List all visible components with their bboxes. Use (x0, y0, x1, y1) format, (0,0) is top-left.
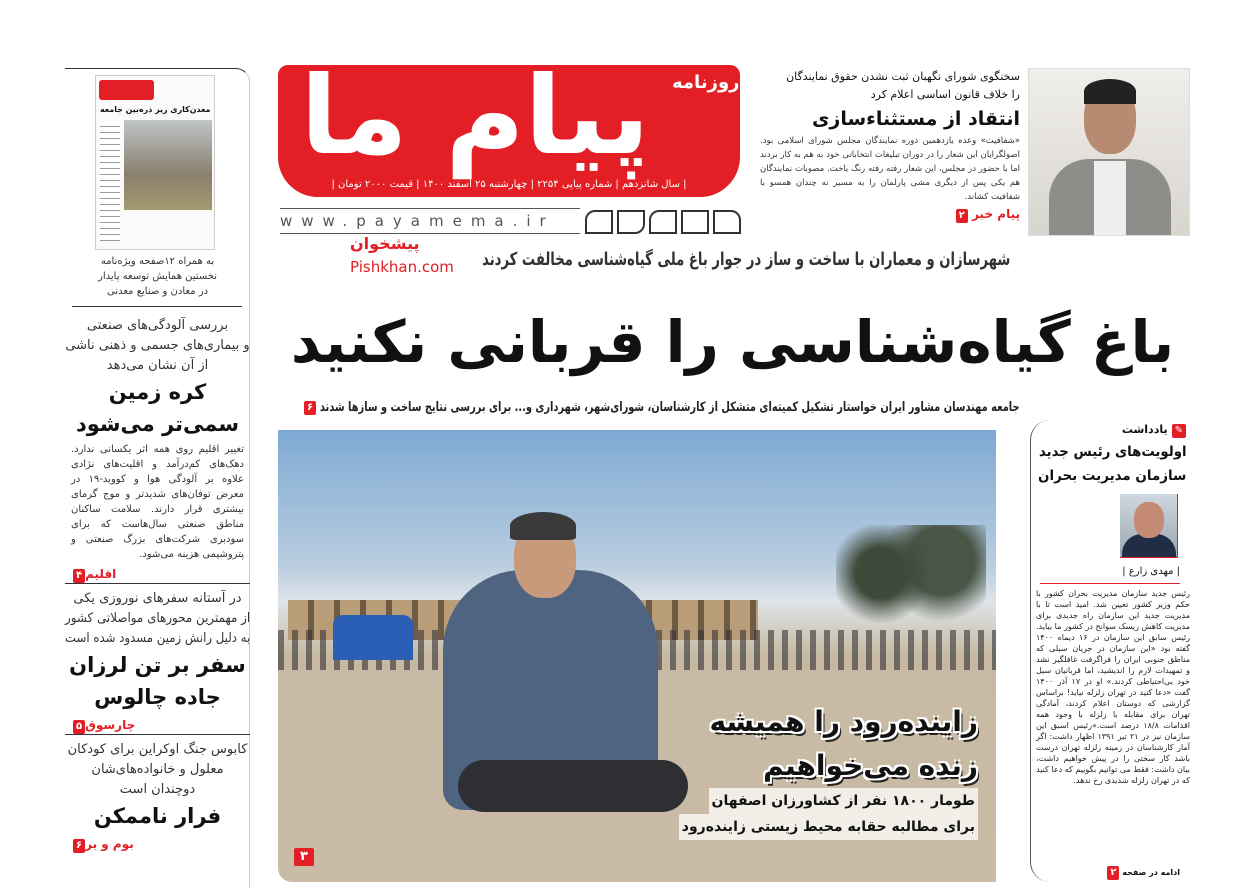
opinion-author: | مهدی زارع | (1040, 564, 1180, 584)
section-label-boomobar[interactable] (65, 835, 250, 853)
kicker-line: از مهمترین محورهای مواصلاتی کشور (64, 611, 250, 626)
left-article-3-kicker (65, 740, 250, 800)
opinion-body: رئیس جدید سازمان مدیریت بحران کشور با حکم وزیر کشور تعیین شد. امید است تا با مدیریت جدید این سازمان راه جدیدی برای مدیریت کاهش ریسک سوانح در کشور ما بیاید. رئیس سابق این سازمان در ۱۶ دیماه ۱۴۰۰ گفته بود «این سازمان در جریان سیلی که مناطق جنوبی ایران را فراگرفت غافلگیر نشد و تمهیدات لازم را اندیشید، اما قربانیان سیل خود بی‌احتیاطی کردند.» او در ۱۷ آذر ۱۴۰۰ گفت «دعا کنید در تهران زلزله نیاید! براساس گزارشی که دوستان اعلام کردند، آمادگی تهران برای مقابله با زلزله با وجود همه اقدامات ۱۸/۸ درصد است.»رئیس اسبق این سازمان نیز در ۲۱ تیر ۱۳۹۱ اظهار داشت: اگر آمار کارشناسان در زمینه زلزله تهران درست باشد کار سختی را در پیش خواهیم داشت، بیان داشت: فقط می توانیم بگوییم که دعا کنید که در تهران زلزله شدیدی رخ ندهد. (1036, 589, 1191, 785)
spokesman-photo (1028, 68, 1190, 236)
photo-headline-line: زاینده‌رود را همیشه (709, 705, 978, 738)
thumb-image (124, 120, 212, 210)
opinion-label (1100, 422, 1186, 438)
thumb-masthead (99, 80, 154, 100)
page-badge: ۶ (73, 839, 85, 853)
divider (72, 306, 242, 307)
website-link[interactable]: www.payamema.ir (280, 208, 580, 234)
caption-line: به همراه ۱۲صفحه ویژه‌نامه (100, 256, 215, 267)
headline-line: کره زمین (108, 380, 207, 404)
top-article[interactable] (760, 68, 1020, 223)
photo-shirt (1094, 161, 1126, 236)
section-name: چارسوق (85, 718, 136, 732)
supplement-caption (65, 254, 250, 299)
logo-box (649, 210, 677, 234)
caption-line: نخستین همایش توسعه پایدار (98, 271, 217, 282)
opinion-label-text: یادداشت (1121, 423, 1168, 436)
section-label-eqlim[interactable] (65, 565, 250, 584)
photo-hair (1084, 79, 1136, 104)
photo-man-legs (458, 760, 688, 812)
top-article-headline: انتقاد از مستثناءسازی (811, 108, 1020, 130)
section-label-charsough[interactable] (65, 716, 250, 735)
thumb-title: معدن‌کاری زیر ذره‌بین جامعه (99, 105, 210, 114)
continue-link[interactable] (1040, 866, 1180, 880)
newspaper-logo: پیام ما (300, 54, 650, 179)
logo-box (713, 210, 741, 234)
note-icon: ✎ (1172, 424, 1186, 438)
page-badge: ۶ (304, 401, 316, 415)
section-name: بوم و بر (85, 837, 134, 851)
title-line: اولویت‌های رئیس جدید (1038, 444, 1186, 460)
thumb-sidebar (100, 121, 120, 241)
left-article-1-kicker (65, 316, 250, 376)
kicker-line: معلول و خانواده‌های‌شان (91, 762, 224, 777)
watermark-url: Pishkhan.com (350, 258, 454, 276)
kicker-line: را خلاف قانون اساسی اعلام کرد (870, 88, 1020, 101)
kicker-line: کابوس جنگ اوکراین برای کودکان (67, 742, 248, 757)
headline-line: سمی‌تر می‌شود (75, 412, 240, 436)
photo-sub-line: طومار ۱۸۰۰ نفر از کشاورزان اصفهان (709, 788, 978, 814)
issue-info: | سال شانزدهم | شماره پیاپی ۲۲۵۴ | چهارشنبه ۲۵ اسفند ۱۴۰۰ | قیمت ۲۰۰۰ تومان | (331, 179, 687, 190)
left-article-1-body: تغییر اقلیم روی همه اثر یکسانی ندارد. دهک‌های کم‌درآمد و اقلیت‌های نژادی علاوه بر آلودگی هوا و کووید-۱۹ در معرض توفان‌های شدیدتر و موج گرمای بیشتری قرار دارند. سلامت ساکنان مناطق صنعتی سال‌هاست که برای سودبری شرکت‌های بزرگ صنعتی و پتروشیمی هزینه می‌شود. (71, 444, 244, 560)
section-label (760, 206, 1020, 223)
left-article-2-headline[interactable] (65, 649, 250, 713)
author-photo (1120, 494, 1178, 558)
continue-text: ادامه در صفحه (1122, 868, 1180, 877)
photo-sub-line: برای مطالبه حقابه محیط زیستی زاینده‌رود (679, 814, 978, 840)
main-subhead (300, 398, 1020, 418)
kicker-line: و بیماری‌های جسمی و ذهنی ناشی (65, 338, 250, 353)
kicker-line: بررسی آلودگی‌های صنعتی (86, 318, 229, 333)
left-article-2-kicker (65, 589, 250, 649)
kicker-line: سخنگوی شورای نگهبان ثبت نشدن حقوق نمایندگان (786, 70, 1020, 83)
kicker-line: به دلیل رانش زمین مسدود شده است (64, 631, 250, 646)
left-article-3-headline[interactable]: فرار ناممکن (93, 804, 222, 828)
photo-tent (333, 615, 413, 660)
photo-headline-line: زنده می‌خواهیم (763, 749, 978, 782)
kicker-line: دوچندان است (119, 782, 196, 797)
top-article-body: «شفافیت» وعده یازدهمین دوره نمایندگان مجلس شورای اسلامی بود. اصولگرایان این شعار را در دوران تبلیغات انتخاباتی خود به هم به کار بردند اما با حضور در مجلس، این شعار رفته رفته رنگ باخت. مصوبات نمایندگان هم یکی پس از دیگری مشی پارلمان را به مسیر نه چندان همسو با شفافیت کشاند. (760, 136, 1020, 202)
page-badge: ۴ (73, 569, 85, 583)
page-badge: ۵ (73, 720, 85, 734)
page-badge: ۳ (294, 848, 314, 866)
logo-box (617, 210, 645, 234)
main-kicker: شهرسازان و معماران با ساخت و ساز در جوار باغ ملی گیاه‌شناسی مخالفت کردند (481, 249, 1010, 270)
section-name: اقلیم (85, 567, 117, 581)
photo-man-hat (510, 512, 576, 540)
section-name: پیام خبر (972, 207, 1020, 221)
photo-caption (678, 700, 978, 840)
headline-line: سفر بر تن لرزان (69, 653, 246, 677)
page-badge: ۲ (1107, 866, 1119, 880)
logo-box (585, 210, 613, 234)
subhead-text: جامعه مهندسان مشاور ایران خواستار تشکیل کمیته‌ای متشکل از کارشناسان، شورای‌شهر، شهرداری و... برای بررسی نتایج ساخت و سازها شدند (320, 400, 1020, 415)
kicker-line: از آن نشان می‌دهد (106, 358, 209, 373)
headline-line: جاده چالوس (94, 685, 221, 709)
main-headline[interactable]: باغ گیاه‌شناسی را قربانی نکنید (290, 308, 1175, 376)
watermark: پیشخوان (350, 234, 420, 253)
kicker-line: در آستانه سفرهای نوروزی یکی (73, 591, 242, 606)
masthead-label: روزنامه (672, 72, 740, 93)
photo-page-badge (290, 845, 314, 866)
opinion-title[interactable] (1038, 440, 1186, 488)
logo-box (681, 210, 709, 234)
caption-line: در معادن و صنایع معدنی (106, 286, 209, 297)
main-photo[interactable] (278, 430, 996, 882)
supplement-thumbnail[interactable] (95, 75, 215, 250)
photo-trees (836, 525, 986, 645)
title-line: سازمان مدیریت بحران (1037, 468, 1186, 484)
page-badge: ۲ (956, 209, 968, 223)
photo-face (1134, 502, 1164, 538)
